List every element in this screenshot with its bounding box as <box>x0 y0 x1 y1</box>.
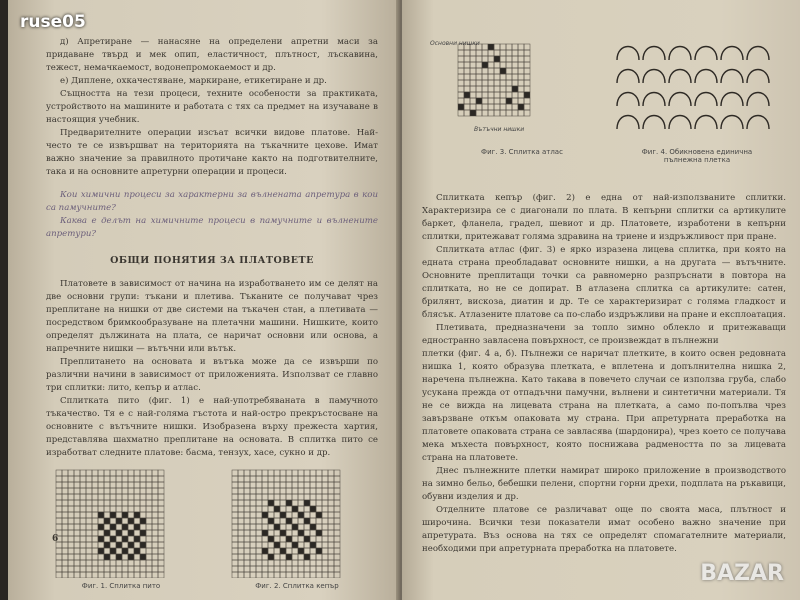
intro-paragraph-2: е) Дипленe, охкачестяване, маркиране, етикетиране и др. <box>60 76 327 86</box>
plain-weave-grid <box>46 468 196 578</box>
page-number: 6 <box>52 534 59 544</box>
figure-1 <box>46 468 196 590</box>
left-page <box>8 0 400 600</box>
section-heading: ОБЩИ ПОНЯТИЯ ЗА ПЛАТОВЕТЕ <box>110 255 314 266</box>
right-page <box>402 0 800 600</box>
site-logo: BAZAR <box>700 561 784 586</box>
right-paragraph-2: Сплитката атлас (фиг. 3) е ярко изразена лицева сплитка, при която на едната страна преобладават основните нишки, а на другата — вътъчните. Основните преплитащи точки са равномерно разпръснати в повтора на сплитката, но не се допират. В атлазена сплитка са артикулите: сатен, брилянт, вискоза, диатин и др. Те се характеризират с голяма гладкост и блясък. Атлазените платове са по-слабо издръжливи на пране и експлоатация. <box>422 245 786 320</box>
figure-3-label-bottom: Вътъчни нишки <box>474 126 525 133</box>
right-paragraph-6: Отделните платове се различават още по своята маса, плътност и широчина. Всички тези показатели имат особено важно значение при апретурата. Въз основа на тях се определят спомагателните материали, необходими при апретурната преработка на платовете. <box>422 505 786 554</box>
body-paragraph-2: Преплитането на основата и вътъка може да се извърши по различни начини в зависимост от приложенията. Използват се главно три сплитки: лито, кепър и атлас. <box>46 357 378 393</box>
question-2: Каква е делът на химичните процеси в памучните и вълнените апретури? <box>46 216 378 239</box>
figure-2 <box>222 468 372 590</box>
right-paragraph-1: Сплитката кепър (фиг. 2) е една от най-използваните сплитки. Характеризира се с диагонали по плата. В кепърни сплитки са артикулите баркет, фланела, градел, шевиот и др. Платовете, изработени в кепърни сплитки, притежават голяма здравина на триене и издръжливост при пране. <box>422 193 786 242</box>
figure-3 <box>432 40 554 139</box>
figure-3-caption: Фиг. 3. Сплитка атлас <box>481 148 563 156</box>
book-spread <box>8 0 800 600</box>
right-figures-row <box>422 30 786 170</box>
figures-row <box>46 468 378 600</box>
twill-weave-grid <box>222 468 372 578</box>
figure-1-caption: Фиг. 1. Сплитка пито <box>81 582 161 590</box>
intro-paragraph-4: Предварителните операции изсъат всички видове платове. Най-често те се извършват на територията на тъкачните цехове. Имат важно значение за правилното протичане както на подготвителните, така и на основните апретурни операции и процеси. <box>46 128 378 177</box>
body-paragraph-3: Сплитката пито (фиг. 1) е най-употребяваната в памучното тъкачество. Тя е с най-голяма гъстота и най-остро прекръстосване на основните с вътъчните нишки. Изобразена върху прежеста хартия, представлява шахматно преплитане на основата. В сплитка пито се изработват следните платове: басма, тензух, хасе, сукно и др. <box>46 396 378 458</box>
right-paragraph-3: Плетивата, предназначени за топло зимно облекло и притежаващи едностранно завласена повърхност, се произвеждат в пълнежни <box>422 323 786 346</box>
intro-paragraph-1: д) Апретиране — нанасяне на определени апретни маси за придаване твърд и мек опип, еластичност, плътност, лъскавина, тежест, немачкаемост, водонепромокаемост и др. <box>46 37 378 73</box>
intro-paragraph-3: Същността на тези процеси, техните особености за практиката, устройството на машините и работата с тях са предмет на изучаване в настоящия учебник. <box>46 89 378 125</box>
body-paragraph-1: Платовете в зависимост от начина на изработването им се делят на две основни групи: тъкани и плетива. Тъканите се получават чрез преплитане на нишки от две системи на тъкачен стан, а плетивата — посредством бримкообразуване на плетачни машини. Нишките, които определят дължината на плата, се наричат основни или основа, а напречните нишки — вътъчни или вътък. <box>46 279 378 354</box>
figure-2-caption: Фиг. 2. Сплитка кепър <box>255 582 339 590</box>
satin-weave-grid <box>454 40 554 135</box>
watermark: ruse05 <box>20 12 86 32</box>
question-1: Кои химични процеси за характерни за вълнената апретура в кои са памучните? <box>46 190 378 213</box>
knit-loops-diagram <box>612 34 777 134</box>
figure-4-caption: Фиг. 4. Обикновена единична пълнежна плетка <box>641 148 753 164</box>
figure-3-label-top: Основни нишки <box>430 40 480 47</box>
figure-4 <box>612 34 777 138</box>
right-paragraph-5: Днес пълнежните плетки намират широко приложение в производството на зимно бельо, бебешки пелени, спортни горни дрехи, подплата на ръкавици, обувни изделия и др. <box>422 466 786 502</box>
right-paragraph-4: плетки (фиг. 4 а, б). Пълнежи се наричат плетките, в които освен редовната нишка 1, която образува плетката, е вплетена и допълнителна нишка 2, наречена пълнежна. Като такава в повечето случаи се използва груба, слабо усукана прежда от отпадъчни памучни, вълнени и синтетични материали. Тя не се вижда на лицевата страна на плетката, а само по-попълва чрез завързване откъм опаковата му страна. При апретурната преработка на платовете опаковата страна се завласява (шардонира), чрез което се получава мека мъхеста повърхност, която поснижава радмеността по за лицевата страна на платовете. <box>422 349 786 463</box>
